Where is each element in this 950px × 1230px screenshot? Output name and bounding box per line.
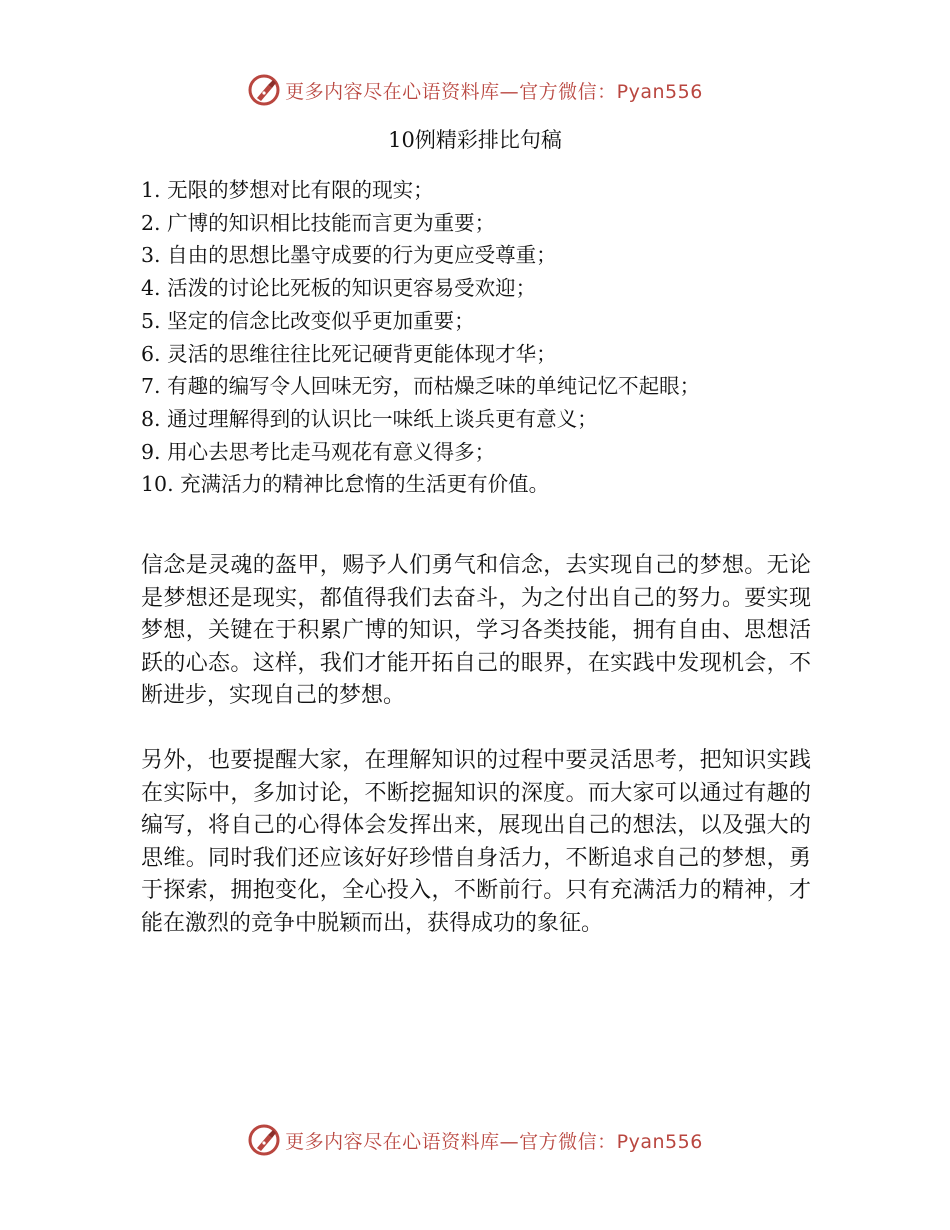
list-item: 9. 用心去思考比走马观花有意义得多； [141, 439, 496, 464]
pen-nib-logo-icon [247, 1123, 281, 1157]
parallelism-list [141, 174, 841, 501]
list-item: 6. 灵活的思维往往比死记硬背更能体现才华； [141, 341, 557, 366]
watermark-text: 更多内容尽在心语资料库—官方微信：Pyan556 [285, 80, 703, 103]
list-item: 4. 活泼的讨论比死板的知识更容易受欢迎； [141, 276, 537, 301]
document-title: 10例精彩排比句稿 [388, 128, 562, 152]
pen-nib-logo-icon [247, 73, 281, 107]
header-watermark [0, 70, 950, 110]
list-item: 7. 有趣的编写令人回味无穷，而枯燥乏味的单纯记忆不起眼； [141, 374, 701, 399]
list-item: 10. 充满活力的精神比怠惰的生活更有价值。 [141, 472, 550, 497]
list-item: 2. 广博的知识相比技能而言更为重要； [141, 210, 496, 235]
list-item: 3. 自由的思想比墨守成要的行为更应受尊重； [141, 243, 557, 268]
list-item: 8. 通过理解得到的认识比一味纸上谈兵更有意义； [141, 406, 598, 431]
list-item: 5. 坚定的信念比改变似乎更加重要； [141, 308, 475, 333]
list-item: 1. 无限的梦想对比有限的现实； [141, 178, 434, 202]
footer-watermark [0, 1120, 950, 1160]
watermark-text: 更多内容尽在心语资料库—官方微信：Pyan556 [285, 1130, 703, 1153]
body-paragraph-1: 信念是灵魂的盔甲，赐予人们勇气和信念，去实现自己的梦想。无论是梦想还是现实，都值得我们去奋斗，为之付出自己的努力。要实现梦想，关键在于积累广博的知识，学习各类技能，拥有自由、思想活跃的心态。这样，我们才能开拓自己的眼界，在实践中发现机会，不断进步，实现自己的梦想。 [141, 553, 811, 708]
body-paragraph-2: 另外，也要提醒大家，在理解知识的过程中要灵活思考，把知识实践在实际中，多加讨论，不断挖掘知识的深度。而大家可以通过有趣的编写，将自己的心得体会发挥出来，展现出自己的想法，以及强大的思维。同时我们还应该好好珍惜自身活力，不断追求自己的梦想，勇于探索，拥抱变化，全心投入，不断前行。只有充满活力的精神，才能在激烈的竞争中脱颖而出，获得成功的象征。 [141, 748, 811, 936]
